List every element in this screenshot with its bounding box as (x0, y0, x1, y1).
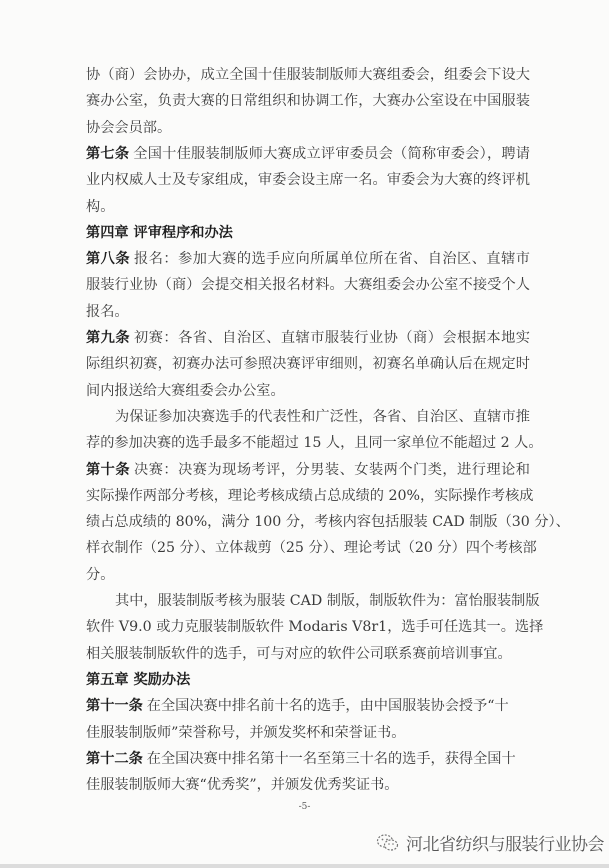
article-heading: 第五章 奖励办法 (86, 671, 191, 688)
line-text: 决赛：决赛为现场考评，分男装、女装两个门类，进行理论和 (134, 461, 530, 478)
text-line (86, 143, 530, 165)
line-text: 全国十佳服装制版师大赛成立评审委员会（简称审委会），聘请 (133, 145, 530, 162)
text-line (86, 537, 537, 559)
line-text: 构。 (86, 198, 115, 215)
article-heading: 第四章 评审程序和办法 (86, 224, 233, 241)
line-text: 报名。 (86, 303, 129, 320)
line-text: 间内报送给大赛组委会办公室。 (86, 382, 285, 399)
line-text: 相关服装制版软件的选手，可与对应的软件公司联系赛前培训事宜。 (86, 645, 512, 662)
text-line (86, 485, 534, 507)
text-line (86, 327, 530, 349)
text-line (86, 90, 530, 112)
line-text: 赛办公室，负责大赛的日常组织和协调工作，大赛办公室设在中国服装 (86, 93, 530, 110)
text-line (86, 117, 530, 139)
line-text: 协会会员部。 (86, 119, 172, 136)
organization-name: 河北省纺织与服装行业协会 (406, 835, 604, 855)
article-heading: 第十二条 (86, 750, 143, 767)
line-text: 荐的参加决赛的选手最多不能超过 15 人，且同一家单位不能超过 2 人。 (86, 435, 543, 452)
line-text: 报名：参加大赛的选手应向所属单位所在省、自治区、直辖市 (134, 251, 530, 268)
line-text: 绩占总成绩的 80%，满分 100 分，考核内容包括服装 CAD 制版（30 分）、 (86, 514, 570, 531)
line-text: 初赛：各省、自治区、直辖市服装行业协（商）会根据本地实 (134, 330, 530, 346)
line-text: 业内权威人士及专家组成，审委会设主席一名。审委会为大赛的终评机 (86, 172, 530, 189)
line-text: 协（商）会协办，成立全国十佳服装制版师大赛组委会，组委会下设大 (86, 67, 530, 83)
text-line (86, 590, 540, 612)
line-text: 服装行业协（商）会提交相关报名材料。大赛组委会办公室不接受个人 (86, 277, 530, 294)
watermark-footer (376, 830, 604, 855)
article-heading: 第十条 (86, 461, 131, 478)
text-line (86, 432, 543, 454)
line-text: 其中，服装制版考核为服装 CAD 制版，制版软件为：富怡服装制版 (115, 593, 540, 609)
article-heading: 第八条 (86, 251, 131, 268)
text-line (86, 380, 530, 402)
page-number: -5- (298, 802, 311, 812)
line-text: 为保证参加决赛选手的代表性和广泛性，各省、自治区、直辖市推 (115, 408, 530, 425)
line-text: 在全国决赛中排名第十一名至第三十名的选手，获得全国十 (146, 750, 516, 767)
text-line (86, 196, 530, 218)
text-line (86, 274, 530, 296)
line-text: 软件 V9.0 或力克服装制版软件 Modaris V8r1，选手可任选其一。选择 (86, 619, 544, 636)
text-line (86, 222, 530, 244)
text-line (86, 459, 530, 481)
text-line (86, 248, 530, 270)
text-line (86, 169, 530, 191)
text-line (86, 748, 530, 770)
line-text: 际组织初赛，初赛办法可参照决赛评审细则，初赛名单确认后在规定时 (86, 356, 530, 373)
text-line (86, 695, 530, 717)
article-heading: 第七条 (86, 145, 130, 162)
text-line (86, 774, 530, 796)
text-line (86, 511, 570, 533)
line-text: 实际操作两部分考核，理论考核成绩占总成绩的 20%，实际操作考核成 (86, 487, 534, 504)
line-text: 样衣制作（25 分）、立体裁剪（25 分）、理论考试（20 分）四个考核部 (86, 540, 537, 557)
text-line (86, 406, 530, 428)
line-text: 佳服装制版师”荣誉称号，并颁发奖杯和荣誉证书。 (86, 724, 406, 741)
text-line (86, 353, 530, 375)
wechat-icon (376, 833, 400, 853)
line-text: 佳服装制版师大赛“优秀奖”，并颁发优秀奖证书。 (86, 777, 399, 794)
line-text: 分。 (86, 566, 115, 583)
text-line (86, 301, 530, 323)
article-heading: 第十一条 (86, 698, 143, 715)
line-text: 在全国决赛中排名前十名的选手，由中国服装协会授予“十 (146, 698, 509, 715)
text-line (86, 722, 530, 744)
text-line (86, 669, 530, 691)
text-line (86, 616, 544, 638)
text-line (86, 643, 530, 665)
text-line (86, 64, 530, 86)
article-heading: 第九条 (86, 330, 131, 346)
text-line (86, 564, 530, 586)
